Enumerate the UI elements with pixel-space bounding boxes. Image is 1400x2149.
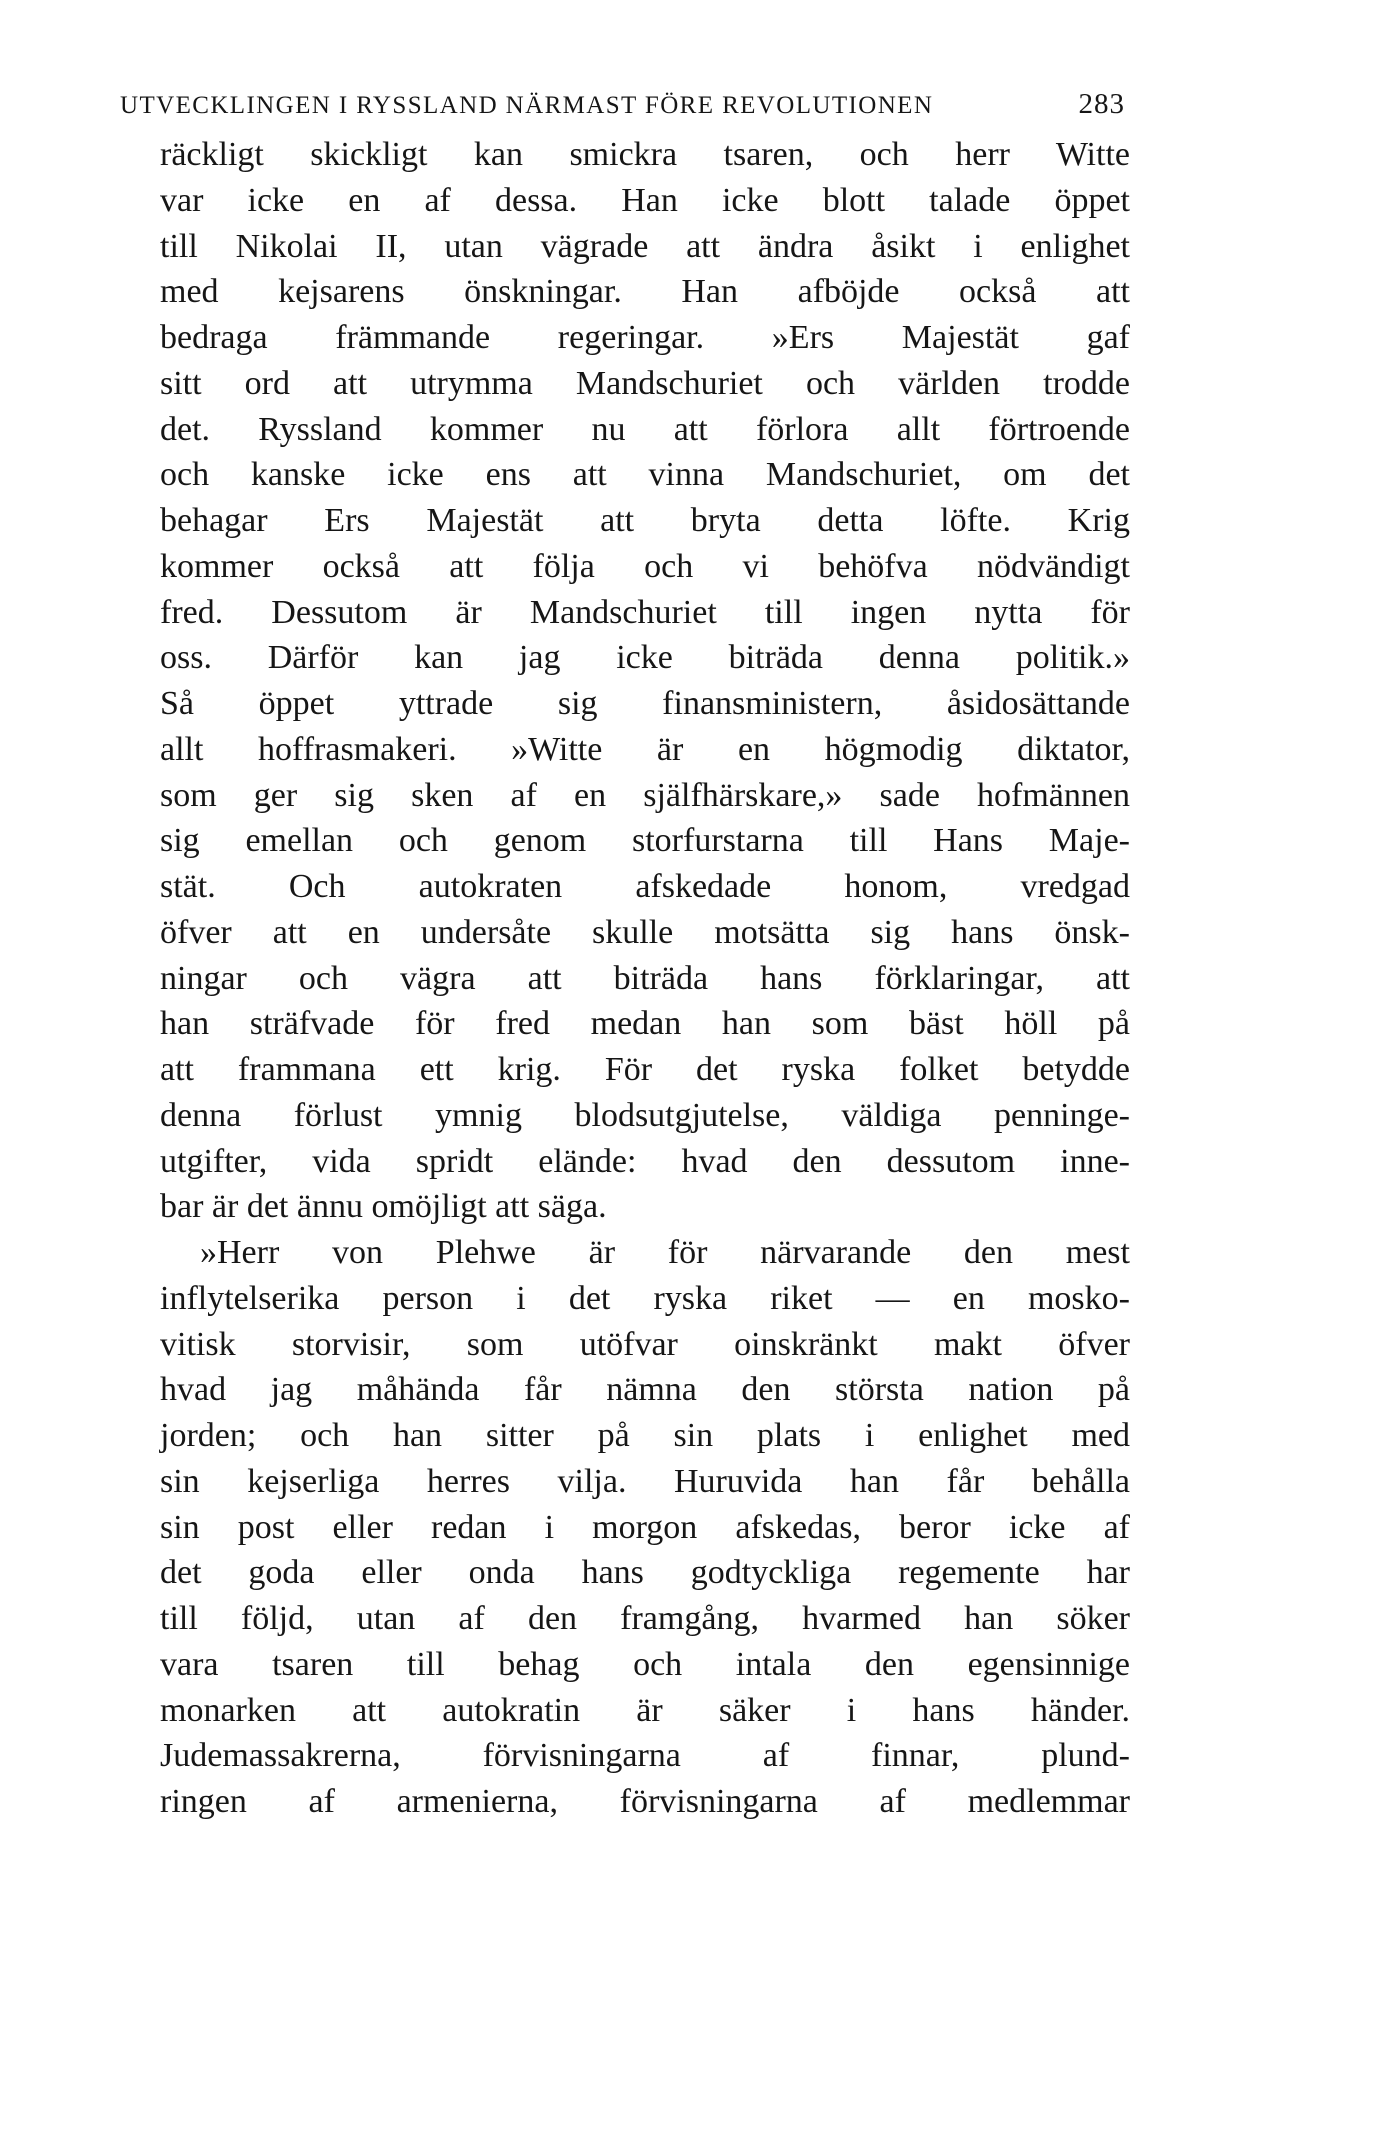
text-line: utgifter, vida spridt elände: hvad den dessutom inne- [160, 1142, 1130, 1180]
text-line: sitt ord att utrymma Mandschuriet och världen trodde [160, 364, 1130, 402]
text-line: sin post eller redan i morgon afskedas, beror icke af [160, 1508, 1130, 1546]
text-line: stät. Och autokraten afskedade honom, vredgad [160, 868, 1130, 905]
text-line: Judemassakrerna, förvisningarna af finnar, plund- [160, 1737, 1130, 1775]
text-line: till Nikolai II, utan vägrade att ändra åsikt i enlighet [160, 227, 1130, 265]
text-line: var icke en af dessa. Han icke blott talade öppet [160, 181, 1130, 219]
text-line: monarken att autokratin är säker i hans händer. [160, 1691, 1130, 1729]
text-line: och kanske icke ens att vinna Mandschuriet, om det [160, 456, 1130, 494]
text-line: ringen af armenierna, förvisningarna af medlemmar [160, 1783, 1130, 1820]
page-number: 283 [1078, 88, 1125, 120]
text-line: hvad jag måhända får nämna den största nation på [160, 1371, 1130, 1409]
body-text [160, 132, 1130, 1825]
text-line: sig emellan och genom storfurstarna till Hans Maje- [160, 822, 1130, 860]
paragraph-end-line: bar är det ännu omöjligt att säga. [160, 1188, 607, 1226]
text-line: behagar Ers Majestät att bryta detta löfte. Krig [160, 502, 1130, 539]
text-line: det goda eller onda hans godtyckliga regemente har [160, 1554, 1130, 1592]
text-line: räckligt skickligt kan smickra tsaren, och herr Witte [160, 136, 1130, 173]
paragraph-start-line: »Herr von Plehwe är för närvarande den mest [200, 1234, 1130, 1271]
text-line: sin kejserliga herres vilja. Huruvida han får behålla [160, 1462, 1130, 1500]
text-line: Så öppet yttrade sig finansministern, åsidosättande [160, 685, 1130, 722]
text-line: ningar och vägra att biträda hans förklaringar, att [160, 959, 1130, 997]
text-line: allt hoffrasmakeri. »Witte är en högmodig diktator, [160, 730, 1130, 768]
text-line: öfver att en undersåte skulle motsätta sig hans önsk- [160, 913, 1130, 951]
text-line: han sträfvade för fred medan han som bäst höll på [160, 1005, 1130, 1043]
text-line: det. Ryssland kommer nu att förlora allt förtroende [160, 410, 1130, 448]
text-line: att frammana ett krig. För det ryska folket betydde [160, 1051, 1130, 1088]
text-line: till följd, utan af den framgång, hvarmed han söker [160, 1600, 1130, 1637]
text-line: kommer också att följa och vi behöfva nödvändigt [160, 547, 1130, 585]
text-line: med kejsarens önskningar. Han afböjde också att [160, 273, 1130, 311]
running-head [120, 88, 1125, 128]
running-title: UTVECKLINGEN I RYSSLAND NÄRMAST FÖRE REVOLUTIONEN [120, 92, 934, 119]
text-line: vitisk storvisir, som utöfvar oinskränkt makt öfver [160, 1325, 1130, 1363]
text-line: som ger sig sken af en själfhärskare,» sade hofmännen [160, 776, 1130, 814]
text-line: jorden; och han sitter på sin plats i enlighet med [160, 1417, 1130, 1454]
text-line: vara tsaren till behag och intala den egensinnige [160, 1645, 1130, 1683]
text-line: bedraga främmande regeringar. »Ers Majestät gaf [160, 319, 1130, 356]
text-line: fred. Dessutom är Mandschuriet till ingen nytta för [160, 593, 1130, 631]
text-line: oss. Därför kan jag icke biträda denna politik.» [160, 639, 1130, 677]
text-line: inflytelserika person i det ryska riket — en mosko- [160, 1279, 1130, 1317]
text-line: denna förlust ymnig blodsutgjutelse, väldiga penninge- [160, 1096, 1130, 1134]
